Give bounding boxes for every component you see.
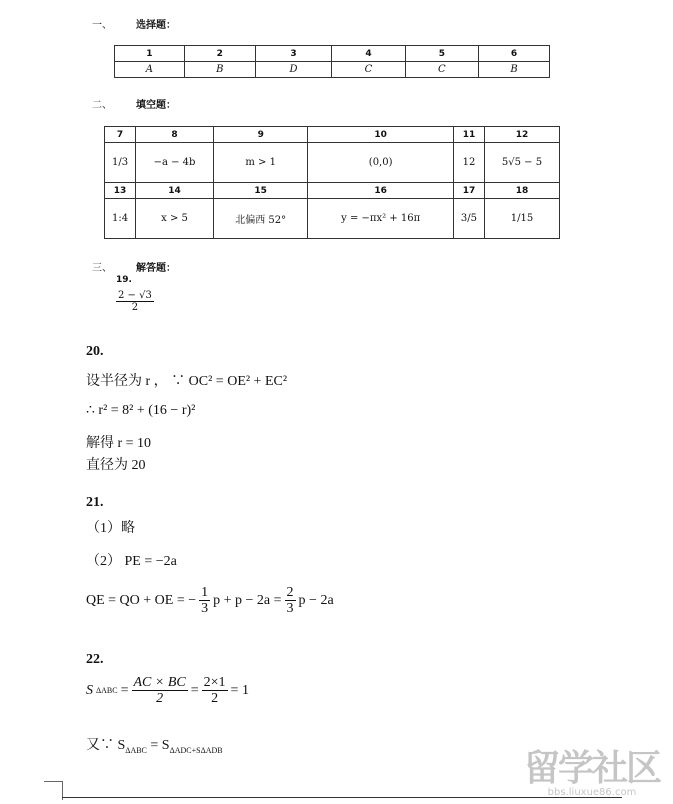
section-choice	[92, 16, 176, 31]
subscript: ΔABC	[125, 745, 147, 755]
table-cell: 9	[214, 127, 308, 143]
q19-label: 19.	[116, 275, 132, 285]
eq-part: =	[120, 682, 129, 698]
section-answer	[92, 259, 176, 274]
denominator: 2	[156, 691, 164, 707]
table-cell: 1/3	[105, 143, 136, 183]
table-cell: 1	[115, 46, 185, 62]
q19-fraction	[116, 290, 154, 313]
table-cell: 3/5	[453, 199, 484, 239]
section-title: 选择题：	[136, 20, 176, 31]
q21-part2: （2） PE = −2a	[86, 554, 177, 569]
table-cell: 16	[308, 183, 454, 199]
section-number: 三、	[92, 263, 112, 274]
q21-part1: （1）略	[86, 521, 135, 536]
table-cell: 11	[453, 127, 484, 143]
eq-part: = 1	[230, 682, 249, 698]
table-cell: C	[332, 62, 405, 78]
numerator: 2 − √3	[118, 290, 152, 301]
table-cell: 12	[485, 127, 560, 143]
choice-answer-table	[114, 45, 550, 78]
table-cell: −a − 4b	[136, 143, 214, 183]
table-cell: 17	[453, 183, 484, 199]
subscript: ΔADC+SΔADB	[169, 745, 223, 755]
eq-part: 又∵ S	[86, 738, 126, 753]
table-cell: B	[479, 62, 550, 78]
table-cell: 2	[184, 46, 255, 62]
q21-label: 21.	[86, 495, 104, 510]
denominator: 3	[201, 601, 209, 617]
table-cell: 8	[136, 127, 214, 143]
eq-part: p + p − 2a =	[213, 592, 282, 608]
table-cell: 3	[255, 46, 332, 62]
eq-part: QE = QO + OE = −	[86, 592, 197, 608]
table-cell: B	[184, 62, 255, 78]
table-cell: A	[115, 62, 185, 78]
table-cell: 13	[105, 183, 136, 199]
q20-line: 直径为 20	[86, 458, 146, 473]
table-cell: 18	[485, 183, 560, 199]
numerator: 2	[286, 585, 294, 600]
table-cell: D	[255, 62, 332, 78]
table-cell: 14	[136, 183, 214, 199]
table-cell: 10	[308, 127, 454, 143]
denominator: 2	[211, 691, 219, 707]
table-cell: 12	[453, 143, 484, 183]
subscript: ΔABC	[96, 686, 118, 696]
table-cell: (0,0)	[308, 143, 454, 183]
eq-part: =	[190, 682, 199, 698]
table-cell: 5√5 − 5	[485, 143, 560, 183]
table-cell: 北偏西 52°	[214, 199, 308, 239]
section-number: 二、	[92, 100, 112, 111]
eq-part: p − 2a	[298, 592, 334, 608]
table-cell: C	[405, 62, 478, 78]
section-title: 解答题：	[136, 263, 176, 274]
q22-line2	[86, 734, 223, 755]
table-cell: 1:4	[105, 199, 136, 239]
numerator: 2×1	[203, 675, 226, 690]
table-cell: 6	[479, 46, 550, 62]
table-cell: 4	[332, 46, 405, 62]
table-cell: 1/15	[485, 199, 560, 239]
table-cell: 7	[105, 127, 136, 143]
section-number: 一、	[92, 20, 112, 31]
q20-line: 解得 r = 10	[86, 436, 152, 451]
numerator: AC × BC	[133, 675, 186, 690]
table-cell: m > 1	[214, 143, 308, 183]
q20-label: 20.	[86, 344, 104, 359]
q20-line: ∴ r² = 8² + (16 − r)²	[86, 403, 196, 418]
numerator: 1	[201, 585, 209, 600]
q22-label: 22.	[86, 652, 104, 667]
watermark-url: bbs.liuxue86.com	[547, 787, 637, 798]
section-title: 填空题：	[136, 100, 176, 111]
q22-area-equation	[86, 675, 249, 707]
denominator: 2	[131, 302, 139, 313]
section-fill	[92, 96, 176, 111]
table-cell: 5	[405, 46, 478, 62]
q21-equation	[86, 585, 334, 617]
q20-line: 设半径为 r ， ∵ OC² = OE² + EC²	[86, 374, 288, 389]
page-corner-mark	[44, 781, 63, 800]
watermark-logo: 留学社区	[523, 748, 660, 789]
table-cell: 15	[214, 183, 308, 199]
eq-part: S	[86, 682, 93, 698]
eq-part: = S	[146, 738, 170, 753]
table-cell: y = −πx² + 16π	[308, 199, 454, 239]
watermark	[512, 740, 672, 798]
denominator: 3	[286, 601, 294, 617]
fill-answer-table	[104, 126, 560, 239]
table-cell: x > 5	[136, 199, 214, 239]
